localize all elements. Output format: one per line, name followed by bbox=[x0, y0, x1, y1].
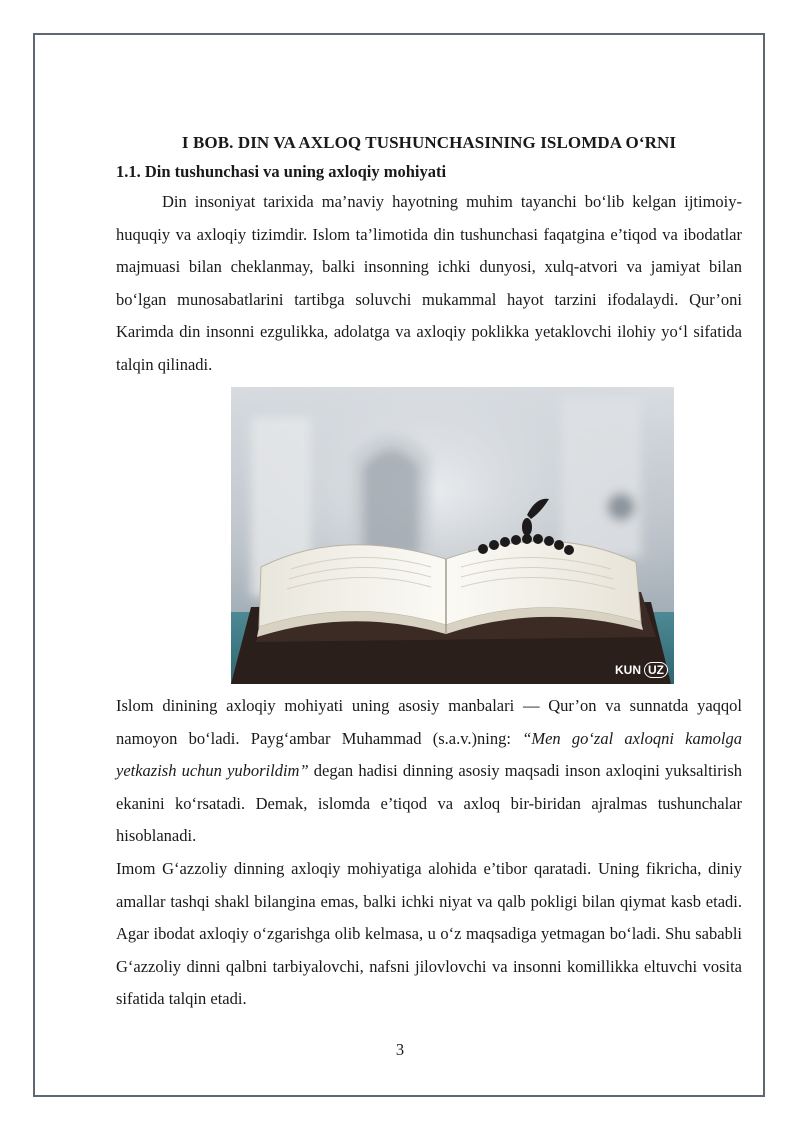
paragraph-3: Imom G‘azzoliy dinning axloqiy mohiyatiga alohida e’tibor qaratadi. Uning fikricha, diniy amallar tashqi shakl bilangina emas, balki ichki niyat va qalb pokligi bilan qiymat kasb etadi. Agar ibodat axloqiy o‘zgarishga olib kelmasa, u o‘z maqsadiga yetmagan bo‘ladi. Shu sababli G‘azzoliy dinni qalbni tarbiyalovchi, nafsni jilovlovchi va insonni komillikka eltuvchi vosita sifatida talqin etadi. bbox=[116, 859, 742, 1008]
chapter-title: I BOB. DIN VA AXLOQ TUSHUNCHASINING ISLOMDA O‘RNI bbox=[181, 133, 677, 152]
paragraph-2-before-text: Islom dinining axloqiy mohiyati uning asosiy manbalari — Qur’on va sunnatda yaqqol namoyon bo‘ladi. Payg‘ambar Muhammad (s.a.v.)ning: bbox=[116, 696, 742, 748]
paragraph-1: Din insoniyat tarixida ma’naviy hayotning muhim tayanchi bo‘lib kelgan ijtimoiy-huquqiy va axloqiy tizimdir. Islom ta’limotida din tushunchasi faqatgina e’tiqod va ibodatlar majmuasi bilan cheklanmay, balki insonning ichki dunyosi, xulq-atvori va jamiyat bilan bo‘lgan munosabatlarini tartibga soluvchi mukammal hayot tarzini ifodalaydi. Qur’oni Karimda din insonni ezgulikka, adolatga va axloqiy poklikka yetaklovchi ilohiy yo‘l sifatida talqin qilinadi. bbox=[116, 192, 742, 374]
open-book-icon bbox=[231, 387, 674, 684]
paragraph-2-after-text: degan hadisi dinning asosiy maqsadi inson axloqini yuksaltirish ekanini ko‘rsatadi. Demak, islomda e’tiqod va axloq bir-biridan ajralmas tushunchalar hisoblanadi. bbox=[116, 761, 742, 845]
kun-uz-watermark bbox=[615, 662, 668, 678]
section-title: 1.1. Din tushunchasi va uning axloqiy mohiyati bbox=[116, 162, 447, 181]
hadith-quote: “Men go‘zal axloqni kamolga yetkazish uchun yuborildim” bbox=[116, 728, 742, 780]
watermark-left-text: KUN bbox=[615, 663, 641, 677]
quran-photo bbox=[231, 387, 674, 684]
document-header bbox=[116, 128, 742, 381]
watermark-right-text: UZ bbox=[644, 662, 668, 678]
page-number: 3 bbox=[395, 1040, 405, 1059]
paragraph-2 bbox=[116, 690, 742, 853]
